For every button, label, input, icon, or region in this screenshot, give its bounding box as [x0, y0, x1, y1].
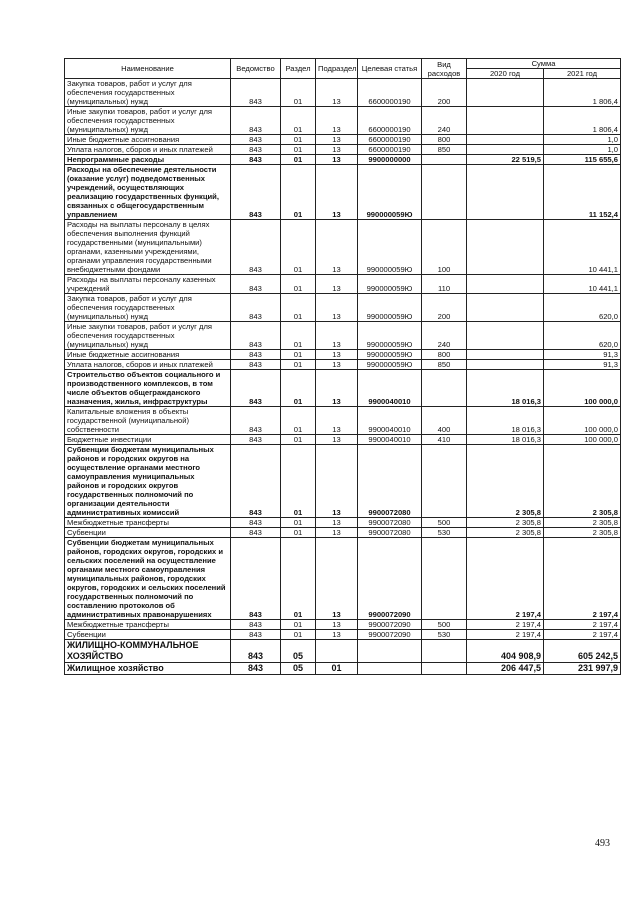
budget-table	[64, 58, 621, 675]
cell-sub: 13	[316, 155, 358, 165]
cell-sub: 13	[316, 165, 358, 220]
cell-sub: 13	[316, 620, 358, 630]
cell-v2021: 1 806,4	[544, 79, 621, 107]
cell-target: 990000059Ю	[358, 294, 422, 322]
cell-name: Иные закупки товаров, работ и услуг для обеспечения государственных (муниципальных) нужд	[65, 322, 231, 350]
cell-type: 500	[422, 518, 467, 528]
cell-sub: 13	[316, 528, 358, 538]
cell-sec: 01	[281, 407, 316, 435]
page-number: 493	[595, 838, 610, 849]
cell-name: Субвенции	[65, 630, 231, 640]
cell-v2021: 2 305,8	[544, 445, 621, 518]
cell-target: 6600000190	[358, 135, 422, 145]
cell-v2020: 2 305,8	[467, 528, 544, 538]
cell-v2020: 404 908,9	[467, 640, 544, 663]
cell-sec: 05	[281, 640, 316, 663]
cell-name: Непрограммные расходы	[65, 155, 231, 165]
table-row	[65, 275, 621, 294]
cell-name: Субвенции бюджетам муниципальных районов, городских округов, городских и сельских поселений на осуществление органами местного самоуправления муниципальных районов, городских округов, городских и сельских поселений государственных полномочий по составлению протоколов об административных правонарушениях	[65, 538, 231, 620]
cell-sec: 01	[281, 220, 316, 275]
cell-sec: 01	[281, 350, 316, 360]
cell-sec: 01	[281, 145, 316, 155]
cell-v2020	[467, 145, 544, 155]
cell-type: 850	[422, 145, 467, 155]
cell-v2021: 1 806,4	[544, 107, 621, 135]
header-name: Наименование	[65, 59, 231, 79]
cell-dept: 843	[231, 370, 281, 407]
cell-name: Закупка товаров, работ и услуг для обеспечения государственных (муниципальных) нужд	[65, 79, 231, 107]
cell-v2021: 91,3	[544, 360, 621, 370]
cell-dept: 843	[231, 155, 281, 165]
cell-name: Бюджетные инвестиции	[65, 435, 231, 445]
cell-target	[358, 663, 422, 675]
cell-name: Расходы на выплаты персоналу в целях обеспечения выполнения функций государственными (муниципальными) органами, казенными учреждениями, органами управления государственными внебюджетными фондами	[65, 220, 231, 275]
cell-v2021: 605 242,5	[544, 640, 621, 663]
cell-v2021: 2 197,4	[544, 630, 621, 640]
cell-type	[422, 165, 467, 220]
table-row	[65, 630, 621, 640]
cell-v2021: 115 655,6	[544, 155, 621, 165]
cell-sec: 01	[281, 370, 316, 407]
cell-v2020: 206 447,5	[467, 663, 544, 675]
cell-type: 410	[422, 435, 467, 445]
cell-sec: 01	[281, 155, 316, 165]
cell-type: 530	[422, 528, 467, 538]
table-row	[65, 220, 621, 275]
cell-dept: 843	[231, 407, 281, 435]
cell-dept: 843	[231, 620, 281, 630]
cell-dept: 843	[231, 640, 281, 663]
table-row	[65, 155, 621, 165]
cell-type: 200	[422, 79, 467, 107]
cell-sub: 13	[316, 145, 358, 155]
cell-sub: 13	[316, 79, 358, 107]
cell-dept: 843	[231, 135, 281, 145]
table-row	[65, 435, 621, 445]
cell-name: Уплата налогов, сборов и иных платежей	[65, 145, 231, 155]
cell-v2020	[467, 294, 544, 322]
table-row	[65, 145, 621, 155]
cell-type: 200	[422, 294, 467, 322]
cell-v2021: 91,3	[544, 350, 621, 360]
cell-sub: 13	[316, 360, 358, 370]
cell-dept: 843	[231, 528, 281, 538]
cell-target: 990000059Ю	[358, 220, 422, 275]
cell-sec: 01	[281, 165, 316, 220]
cell-sub: 13	[316, 322, 358, 350]
cell-type: 240	[422, 107, 467, 135]
header-2021: 2021 год	[544, 69, 621, 79]
cell-target: 9900072080	[358, 518, 422, 528]
cell-sub: 13	[316, 220, 358, 275]
cell-v2021: 2 197,4	[544, 538, 621, 620]
cell-name: Расходы на обеспечение деятельности (оказание услуг) подведомственных учреждений, осуществляющих реализацию государственных функций, связанных с общегосударственным управлением	[65, 165, 231, 220]
table-row	[65, 640, 621, 663]
cell-sub: 13	[316, 538, 358, 620]
cell-sub: 13	[316, 435, 358, 445]
cell-target: 6600000190	[358, 79, 422, 107]
cell-target: 990000059Ю	[358, 322, 422, 350]
cell-type	[422, 155, 467, 165]
table-row	[65, 360, 621, 370]
cell-type: 500	[422, 620, 467, 630]
cell-type: 100	[422, 220, 467, 275]
cell-target: 6600000190	[358, 107, 422, 135]
cell-v2020: 2 197,4	[467, 630, 544, 640]
cell-sec: 01	[281, 107, 316, 135]
cell-target: 9900040010	[358, 435, 422, 445]
cell-sub: 13	[316, 135, 358, 145]
cell-v2020	[467, 350, 544, 360]
cell-v2021: 11 152,4	[544, 165, 621, 220]
cell-sec: 05	[281, 663, 316, 675]
cell-sub	[316, 640, 358, 663]
cell-v2021: 100 000,0	[544, 407, 621, 435]
cell-v2020	[467, 79, 544, 107]
table-row	[65, 663, 621, 675]
cell-name: Межбюджетные трансферты	[65, 518, 231, 528]
cell-sec: 01	[281, 538, 316, 620]
cell-type	[422, 538, 467, 620]
cell-target: 990000059Ю	[358, 165, 422, 220]
cell-sub: 13	[316, 370, 358, 407]
cell-dept: 843	[231, 275, 281, 294]
table-row	[65, 538, 621, 620]
table-row	[65, 445, 621, 518]
cell-type: 800	[422, 135, 467, 145]
cell-target: 9900072090	[358, 538, 422, 620]
cell-sec: 01	[281, 294, 316, 322]
cell-target: 990000059Ю	[358, 350, 422, 360]
cell-dept: 843	[231, 360, 281, 370]
cell-v2021: 2 305,8	[544, 528, 621, 538]
cell-v2021: 100 000,0	[544, 435, 621, 445]
cell-v2021: 1,0	[544, 145, 621, 155]
cell-v2020	[467, 165, 544, 220]
cell-name: Капитальные вложения в объекты государственной (муниципальной) собственности	[65, 407, 231, 435]
cell-v2021: 10 441,1	[544, 275, 621, 294]
cell-sub: 01	[316, 663, 358, 675]
cell-type: 800	[422, 350, 467, 360]
cell-sec: 01	[281, 445, 316, 518]
header-section: Раздел	[281, 59, 316, 79]
cell-sec: 01	[281, 275, 316, 294]
header-2020: 2020 год	[467, 69, 544, 79]
cell-sec: 01	[281, 322, 316, 350]
cell-v2020	[467, 220, 544, 275]
cell-v2021: 2 197,4	[544, 620, 621, 630]
cell-name: Расходы на выплаты персоналу казенных учреждений	[65, 275, 231, 294]
cell-sub: 13	[316, 350, 358, 360]
cell-dept: 843	[231, 294, 281, 322]
table-row	[65, 370, 621, 407]
cell-v2020	[467, 107, 544, 135]
cell-target: 9900040010	[358, 370, 422, 407]
cell-sec: 01	[281, 360, 316, 370]
cell-v2020: 22 519,5	[467, 155, 544, 165]
cell-name: Субвенции	[65, 528, 231, 538]
table-row	[65, 294, 621, 322]
cell-v2020: 2 197,4	[467, 620, 544, 630]
cell-sub: 13	[316, 294, 358, 322]
cell-v2021: 2 305,8	[544, 518, 621, 528]
cell-type	[422, 370, 467, 407]
cell-v2020	[467, 135, 544, 145]
header-dept: Ведомство	[231, 59, 281, 79]
cell-sub: 13	[316, 407, 358, 435]
cell-dept: 843	[231, 220, 281, 275]
cell-sec: 01	[281, 630, 316, 640]
header-subsection: Подраздел	[316, 59, 358, 79]
cell-dept: 843	[231, 322, 281, 350]
table-row	[65, 350, 621, 360]
cell-dept: 843	[231, 350, 281, 360]
cell-type: 400	[422, 407, 467, 435]
cell-target: 9900072090	[358, 630, 422, 640]
table-row	[65, 135, 621, 145]
cell-dept: 843	[231, 445, 281, 518]
cell-target: 9900040010	[358, 407, 422, 435]
table-row	[65, 620, 621, 630]
cell-dept: 843	[231, 145, 281, 155]
cell-v2021: 620,0	[544, 294, 621, 322]
cell-type: 110	[422, 275, 467, 294]
cell-sec: 01	[281, 620, 316, 630]
cell-name: Иные закупки товаров, работ и услуг для обеспечения государственных (муниципальных) нужд	[65, 107, 231, 135]
cell-sub: 13	[316, 275, 358, 294]
cell-name: Иные бюджетные ассигнования	[65, 135, 231, 145]
cell-name: Жилищное хозяйство	[65, 663, 231, 675]
cell-dept: 843	[231, 435, 281, 445]
cell-sub: 13	[316, 630, 358, 640]
cell-type	[422, 663, 467, 675]
cell-name: ЖИЛИЩНО-КОММУНАЛЬНОЕ ХОЗЯЙСТВО	[65, 640, 231, 663]
cell-target: 9900000000	[358, 155, 422, 165]
table-body	[65, 79, 621, 675]
cell-sub: 13	[316, 518, 358, 528]
table-row	[65, 528, 621, 538]
table-row	[65, 165, 621, 220]
cell-dept: 843	[231, 663, 281, 675]
cell-v2021: 10 441,1	[544, 220, 621, 275]
cell-dept: 843	[231, 538, 281, 620]
cell-target: 990000059Ю	[358, 360, 422, 370]
cell-dept: 843	[231, 630, 281, 640]
cell-type: 240	[422, 322, 467, 350]
cell-v2020: 18 016,3	[467, 370, 544, 407]
cell-v2020	[467, 275, 544, 294]
cell-sub: 13	[316, 445, 358, 518]
cell-name: Межбюджетные трансферты	[65, 620, 231, 630]
cell-v2021: 231 997,9	[544, 663, 621, 675]
cell-v2020: 18 016,3	[467, 407, 544, 435]
table-header-row	[65, 59, 621, 69]
cell-dept: 843	[231, 79, 281, 107]
cell-v2020: 2 197,4	[467, 538, 544, 620]
table-row	[65, 407, 621, 435]
cell-type	[422, 445, 467, 518]
cell-sec: 01	[281, 528, 316, 538]
table-row	[65, 322, 621, 350]
cell-v2021: 620,0	[544, 322, 621, 350]
cell-sub: 13	[316, 107, 358, 135]
cell-name: Иные бюджетные ассигнования	[65, 350, 231, 360]
cell-sec: 01	[281, 135, 316, 145]
cell-v2020: 18 016,3	[467, 435, 544, 445]
cell-v2020: 2 305,8	[467, 518, 544, 528]
cell-dept: 843	[231, 165, 281, 220]
cell-type	[422, 640, 467, 663]
cell-name: Закупка товаров, работ и услуг для обеспечения государственных (муниципальных) нужд	[65, 294, 231, 322]
cell-sec: 01	[281, 518, 316, 528]
table-row	[65, 79, 621, 107]
cell-dept: 843	[231, 518, 281, 528]
cell-target: 9900072080	[358, 528, 422, 538]
cell-target	[358, 640, 422, 663]
cell-v2021: 1,0	[544, 135, 621, 145]
cell-dept: 843	[231, 107, 281, 135]
header-type: Вид расходов	[422, 59, 467, 79]
cell-sec: 01	[281, 79, 316, 107]
cell-v2021: 100 000,0	[544, 370, 621, 407]
cell-sec: 01	[281, 435, 316, 445]
cell-v2020	[467, 360, 544, 370]
cell-target: 990000059Ю	[358, 275, 422, 294]
cell-target: 9900072090	[358, 620, 422, 630]
cell-name: Субвенции бюджетам муниципальных районов и городских округов на осуществление органами местного самоуправления муниципальных районов и городских округов государственных полномочий по организации деятельности административных комиссий	[65, 445, 231, 518]
table-row	[65, 518, 621, 528]
cell-v2020	[467, 322, 544, 350]
cell-name: Строительство объектов социального и производственного комплексов, в том числе объектов общегражданского назначения, жилья, инфраструктуры	[65, 370, 231, 407]
cell-type: 530	[422, 630, 467, 640]
cell-target: 6600000190	[358, 145, 422, 155]
header-sum: Сумма	[467, 59, 621, 69]
header-target: Целевая статья	[358, 59, 422, 79]
cell-type: 850	[422, 360, 467, 370]
cell-target: 9900072080	[358, 445, 422, 518]
table-row	[65, 107, 621, 135]
cell-name: Уплата налогов, сборов и иных платежей	[65, 360, 231, 370]
cell-v2020: 2 305,8	[467, 445, 544, 518]
